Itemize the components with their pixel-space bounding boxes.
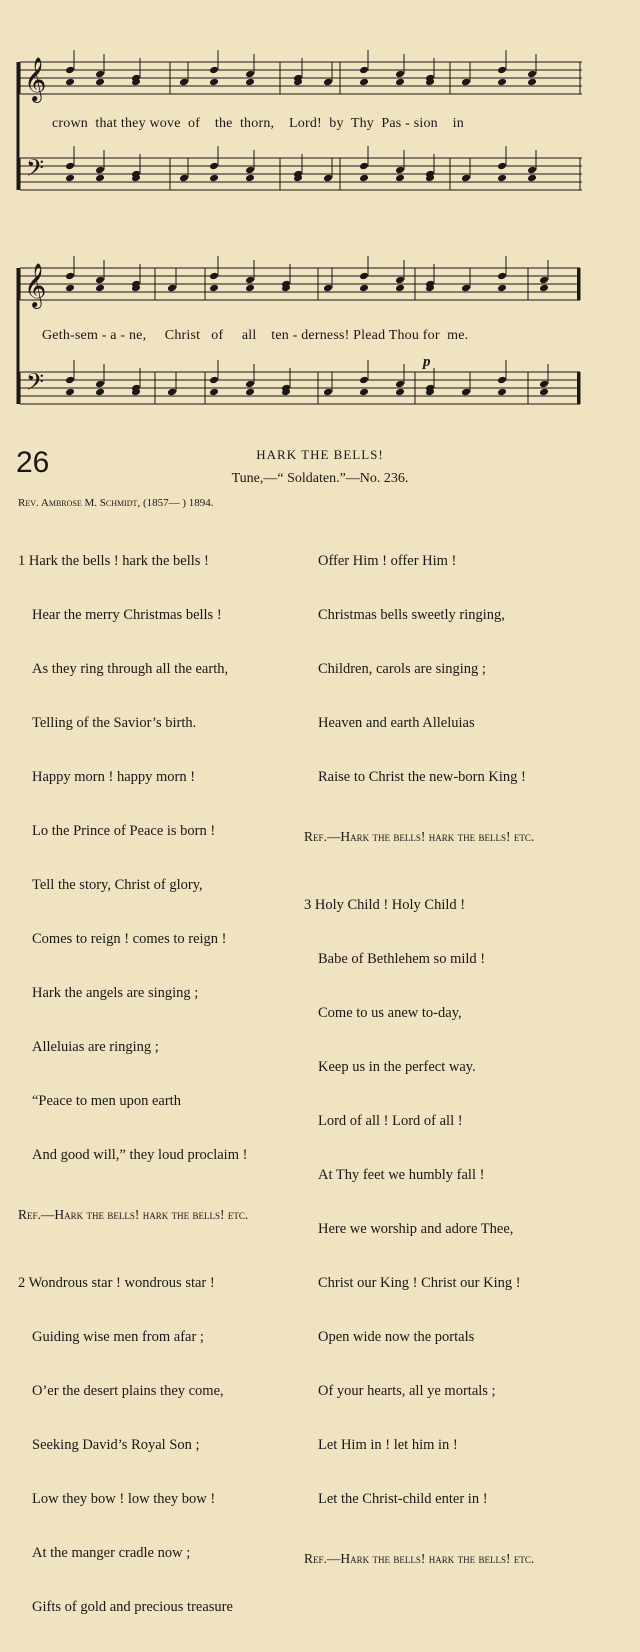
verse-line: O’er the desert plains they come, xyxy=(32,1383,224,1399)
verse-line: At the manger cradle now ; xyxy=(32,1545,191,1561)
verse-line: Offer Him ! offer Him ! xyxy=(318,553,457,569)
verse-line: Keep us in the perfect way. xyxy=(318,1059,476,1075)
verse-line: And good will,” they loud proclaim ! xyxy=(32,1147,248,1163)
verse-line: As they ring through all the earth, xyxy=(32,661,229,677)
author-name: Rev. Ambrose M. Schmidt, xyxy=(18,497,141,509)
verse-line: Of your hearts, all ye mortals ; xyxy=(318,1383,496,1399)
dynamic-piano-mark: p xyxy=(423,354,431,370)
verse-3 xyxy=(304,860,534,1544)
verse-line: 2 Wondrous star ! wondrous star ! xyxy=(18,1275,215,1291)
verse-line: 3 Holy Child ! Holy Child ! xyxy=(304,897,466,913)
verse-line: Tell the story, Christ of glory, xyxy=(32,877,203,893)
sheet-music xyxy=(0,0,640,420)
verse-line: Hark the angels are singing ; xyxy=(32,985,199,1001)
right-column xyxy=(304,516,534,1568)
verse-line: Raise to Christ the new-born King ! xyxy=(318,769,526,785)
tune-reference: Tune,—“ Soldaten.”—No. 236. xyxy=(231,471,409,486)
verse-line: Come to us anew to-day, xyxy=(318,1005,462,1021)
verse-line: Seeking David’s Royal Son ; xyxy=(32,1437,200,1453)
verse-line: Low they bow ! low they bow ! xyxy=(32,1491,216,1507)
svg-text:𝄞: 𝄞 xyxy=(24,263,47,307)
verse-line: Alleluias are ringing ; xyxy=(32,1039,159,1055)
verse-line: Happy morn ! happy morn ! xyxy=(32,769,196,785)
refrain-3: Ref.—Hark the bells! hark the bells! etc. xyxy=(304,1551,535,1566)
svg-text:𝄞: 𝄞 xyxy=(24,57,47,101)
verse-line: Heaven and earth Alleluias xyxy=(318,715,475,731)
svg-text:𝄢: 𝄢 xyxy=(26,154,45,187)
svg-text:𝄢: 𝄢 xyxy=(26,368,45,401)
verse-line: Babe of Bethlehem so mild ! xyxy=(318,951,486,967)
verse-line: Gifts of gold and precious treasure xyxy=(32,1599,233,1615)
verse-line: Telling of the Savior’s birth. xyxy=(32,715,197,731)
hymn-title: HARK THE BELLS! xyxy=(256,447,384,462)
left-column xyxy=(18,516,248,1652)
author-line xyxy=(18,497,214,509)
refrain-1: Ref.—Hark the bells! hark the bells! etc. xyxy=(18,1207,249,1222)
verse-line: Let the Christ-child enter in ! xyxy=(318,1491,488,1507)
hymn-number: 26 xyxy=(16,446,50,479)
verse-line: Children, carols are singing ; xyxy=(318,661,486,677)
verse-line: Christ our King ! Christ our King ! xyxy=(318,1275,521,1291)
verse-1 xyxy=(18,516,248,1200)
verse-2-continued xyxy=(304,516,534,822)
verse-line: Lord of all ! Lord of all ! xyxy=(318,1113,463,1129)
lyric-line-1: crown that they wove of the thorn, Lord! by Thy Pas - sion in xyxy=(52,116,464,131)
verse-2 xyxy=(18,1238,248,1652)
verse-line: Hear the merry Christmas bells ! xyxy=(32,607,222,623)
verse-line: 1 Hark the bells ! hark the bells ! xyxy=(18,553,209,569)
verse-line: “Peace to men upon earth xyxy=(32,1093,181,1109)
verse-line: Open wide now the portals xyxy=(318,1329,475,1345)
verse-line: Christmas bells sweetly ringing, xyxy=(318,607,505,623)
verse-line: Lo the Prince of Peace is born ! xyxy=(32,823,216,839)
refrain-2: Ref.—Hark the bells! hark the bells! etc. xyxy=(304,829,535,844)
verse-line: Guiding wise men from afar ; xyxy=(32,1329,204,1345)
lyric-line-2: Geth-sem - a - ne, Christ of all ten - derness! Plead Thou for me. xyxy=(42,328,469,343)
verse-line: Here we worship and adore Thee, xyxy=(318,1221,514,1237)
verse-line: At Thy feet we humbly fall ! xyxy=(318,1167,485,1183)
verse-line: Comes to reign ! comes to reign ! xyxy=(32,931,227,947)
author-dates: (1857— ) 1894. xyxy=(142,497,214,509)
verse-line: Let Him in ! let him in ! xyxy=(318,1437,458,1453)
